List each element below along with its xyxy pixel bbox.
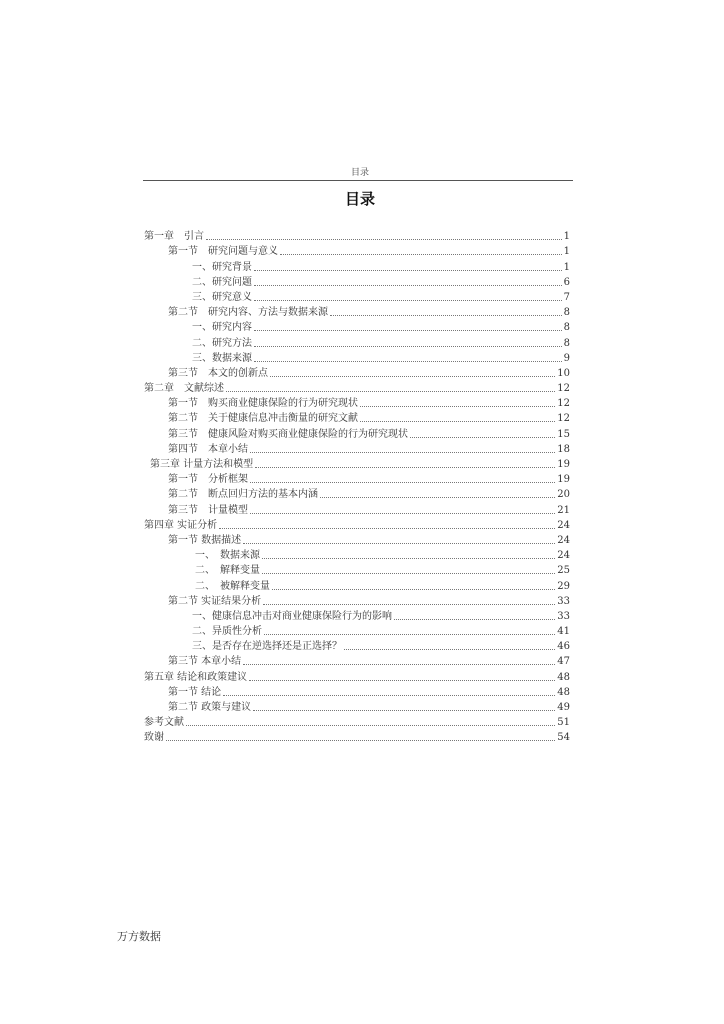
toc-entry-title: 一、健康信息冲击对商业健康保险行为的影响 <box>192 610 392 622</box>
toc-entry[interactable] <box>140 653 570 668</box>
toc-entry[interactable] <box>140 334 570 349</box>
toc-entry-title: 一、研究背景 <box>192 261 252 273</box>
toc-entry[interactable] <box>140 623 570 638</box>
toc-entry[interactable] <box>140 486 570 501</box>
toc-dot-leader <box>250 513 555 514</box>
toc-entry-page: 29 <box>557 580 570 592</box>
toc-dot-leader <box>250 452 555 453</box>
toc-entry-title: 第二节 实证结果分析 <box>168 595 262 607</box>
toc-entry-title: 第五章 结论和政策建议 <box>144 671 248 683</box>
running-head: 目录 <box>350 168 369 178</box>
toc-entry[interactable] <box>140 304 570 319</box>
toc-entry-page: 49 <box>557 702 570 713</box>
toc-entry-title: 第二节 断点回归方法的基本内涵 <box>168 489 318 501</box>
toc-entry-title: 二、 解释变量 <box>195 565 260 577</box>
toc-dot-leader <box>360 406 555 407</box>
toc-entry-page: 24 <box>557 550 570 562</box>
toc-entry[interactable] <box>140 593 570 608</box>
toc-entry[interactable] <box>140 638 570 653</box>
toc-dot-leader <box>166 740 555 741</box>
toc-entry[interactable] <box>140 684 570 699</box>
toc-dot-leader <box>219 528 555 529</box>
toc-entry[interactable] <box>140 547 570 562</box>
toc-entry-title: 一、研究内容 <box>192 322 252 334</box>
toc-dot-leader <box>320 497 555 498</box>
toc-entry[interactable] <box>140 608 570 623</box>
toc-entry-title: 第一节 结论 <box>168 686 222 698</box>
toc-entry[interactable] <box>140 562 570 577</box>
toc-entry-page: 12 <box>557 398 570 410</box>
toc-dot-leader <box>330 315 562 316</box>
toc-dot-leader <box>223 695 555 696</box>
toc-entry-title: 第二节 关于健康信息冲击衡量的研究文献 <box>168 413 358 425</box>
toc-entry-page: 25 <box>557 565 570 577</box>
toc-dot-leader <box>360 421 555 422</box>
toc-entry-page: 20 <box>557 489 570 501</box>
toc-entry[interactable] <box>140 258 570 273</box>
toc-entry-page: 54 <box>557 732 570 744</box>
toc-dot-leader <box>394 619 555 620</box>
toc-dot-leader <box>254 285 562 286</box>
toc-entry[interactable] <box>140 699 570 714</box>
toc-dot-leader <box>272 589 555 590</box>
toc-entry-title: 第一节 分析框架 <box>168 474 248 486</box>
toc-dot-leader <box>254 346 562 347</box>
toc-entry[interactable] <box>140 410 570 425</box>
toc-entry-page: 6 <box>563 276 570 288</box>
toc-entry-page: 41 <box>557 626 570 638</box>
toc-dot-leader <box>255 467 555 468</box>
toc-entry-title: 第三节 健康风险对购买商业健康保险的行为研究现状 <box>168 428 408 440</box>
toc-entry-title: 第四节 本章小结 <box>168 443 248 455</box>
toc-entry-page: 24 <box>557 519 570 531</box>
toc-entry-page: 1 <box>563 261 570 273</box>
toc-dot-leader <box>262 558 555 559</box>
toc-entry[interactable] <box>140 471 570 486</box>
toc-dot-leader <box>280 254 562 255</box>
toc-dot-leader <box>344 649 555 650</box>
toc-entry-page: 48 <box>557 686 570 698</box>
toc-entry-title: 第三节 本文的创新点 <box>168 367 268 379</box>
toc-entry[interactable] <box>140 668 570 683</box>
toc-dot-leader <box>243 543 555 544</box>
toc-entry-page: 51 <box>557 717 570 729</box>
toc-entry-page: 8 <box>563 337 570 349</box>
toc-entry-page: 21 <box>557 504 570 516</box>
toc-entry-title: 参考文献 <box>144 717 184 729</box>
toc-entry[interactable] <box>140 456 570 471</box>
toc-entry-title: 第三节 本章小结 <box>168 656 242 668</box>
toc-dot-leader <box>270 376 555 377</box>
toc-entry[interactable] <box>140 532 570 547</box>
toc-entry-page: 9 <box>563 352 570 364</box>
table-of-contents <box>140 228 570 744</box>
toc-dot-leader <box>262 573 555 574</box>
toc-entry-title: 第一章 引言 <box>144 231 204 243</box>
toc-entry[interactable] <box>140 501 570 516</box>
toc-dot-leader <box>410 437 555 438</box>
toc-entry-page: 8 <box>563 322 570 334</box>
toc-dot-leader <box>243 664 555 665</box>
toc-dot-leader <box>254 270 562 271</box>
toc-entry[interactable] <box>140 243 570 258</box>
toc-entry-page: 33 <box>557 610 570 622</box>
toc-dot-leader <box>263 604 555 605</box>
toc-entry-title: 二、 被解释变量 <box>195 580 270 592</box>
toc-entry[interactable] <box>140 289 570 304</box>
toc-dot-leader <box>226 391 555 392</box>
toc-entry-title: 第二章 文献综述 <box>144 383 224 395</box>
toc-entry[interactable] <box>140 714 570 729</box>
toc-entry-page: 33 <box>557 595 570 607</box>
toc-entry-title: 二、异质性分析 <box>192 626 262 638</box>
toc-entry[interactable] <box>140 365 570 380</box>
toc-entry[interactable] <box>140 350 570 365</box>
toc-dot-leader <box>254 330 562 331</box>
toc-dot-leader <box>254 300 562 301</box>
page-title: 目录 <box>344 190 375 208</box>
toc-dot-leader <box>186 725 555 726</box>
toc-entry-title: 第三章 计量方法和模型 <box>150 459 254 470</box>
toc-entry[interactable] <box>140 319 570 334</box>
toc-entry-title: 第一节 数据描述 <box>168 534 242 546</box>
toc-dot-leader <box>253 710 555 711</box>
toc-dot-leader <box>254 361 562 362</box>
toc-entry[interactable] <box>140 425 570 440</box>
toc-entry-title: 一、 数据来源 <box>195 550 260 562</box>
toc-entry-title: 三、数据来源 <box>192 352 252 364</box>
toc-entry-title: 三、是否存在逆选择还是正选择？ <box>192 641 342 653</box>
toc-entry-title: 二、研究问题 <box>192 276 252 288</box>
toc-entry-page: 24 <box>557 534 570 546</box>
toc-entry-title: 致谢 <box>144 732 164 744</box>
header-rule <box>143 180 573 181</box>
toc-entry-page: 19 <box>557 459 570 470</box>
toc-entry-page: 18 <box>557 443 570 455</box>
footer-watermark: 万方数据 <box>117 930 161 943</box>
toc-entry[interactable] <box>140 228 570 243</box>
toc-entry[interactable] <box>140 441 570 456</box>
toc-entry-title: 二、研究方法 <box>192 337 252 349</box>
toc-entry-title: 第四章 实证分析 <box>144 519 218 531</box>
toc-entry-title: 第三节 计量模型 <box>168 504 248 516</box>
toc-entry[interactable] <box>140 517 570 532</box>
toc-entry[interactable] <box>140 729 570 744</box>
toc-entry-page: 47 <box>557 656 570 668</box>
toc-dot-leader <box>206 239 562 240</box>
toc-entry-page: 12 <box>557 383 570 395</box>
toc-entry-page: 48 <box>557 671 570 683</box>
toc-entry-page: 12 <box>557 413 570 425</box>
toc-entry-page: 1 <box>563 246 570 258</box>
toc-entry-page: 19 <box>557 474 570 486</box>
toc-entry-page: 10 <box>557 367 570 379</box>
toc-entry-page: 7 <box>563 291 570 303</box>
toc-entry[interactable] <box>140 274 570 289</box>
toc-entry[interactable] <box>140 380 570 395</box>
toc-entry-page: 8 <box>563 307 570 319</box>
toc-dot-leader <box>250 482 555 483</box>
toc-entry-title: 第一节 购买商业健康保险的行为研究现状 <box>168 398 358 410</box>
toc-entry-title: 第一节 研究问题与意义 <box>168 246 278 258</box>
toc-entry-title: 第二节 研究内容、方法与数据来源 <box>168 307 328 319</box>
toc-entry-page: 1 <box>563 231 570 243</box>
toc-entry-title: 第二节 政策与建议 <box>168 702 252 713</box>
toc-entry-page: 15 <box>557 428 570 440</box>
toc-entry-title: 三、研究意义 <box>192 291 252 303</box>
toc-entry-page: 46 <box>557 641 570 653</box>
toc-entry[interactable] <box>140 577 570 592</box>
toc-entry[interactable] <box>140 395 570 410</box>
toc-dot-leader <box>249 680 555 681</box>
toc-dot-leader <box>264 634 555 635</box>
